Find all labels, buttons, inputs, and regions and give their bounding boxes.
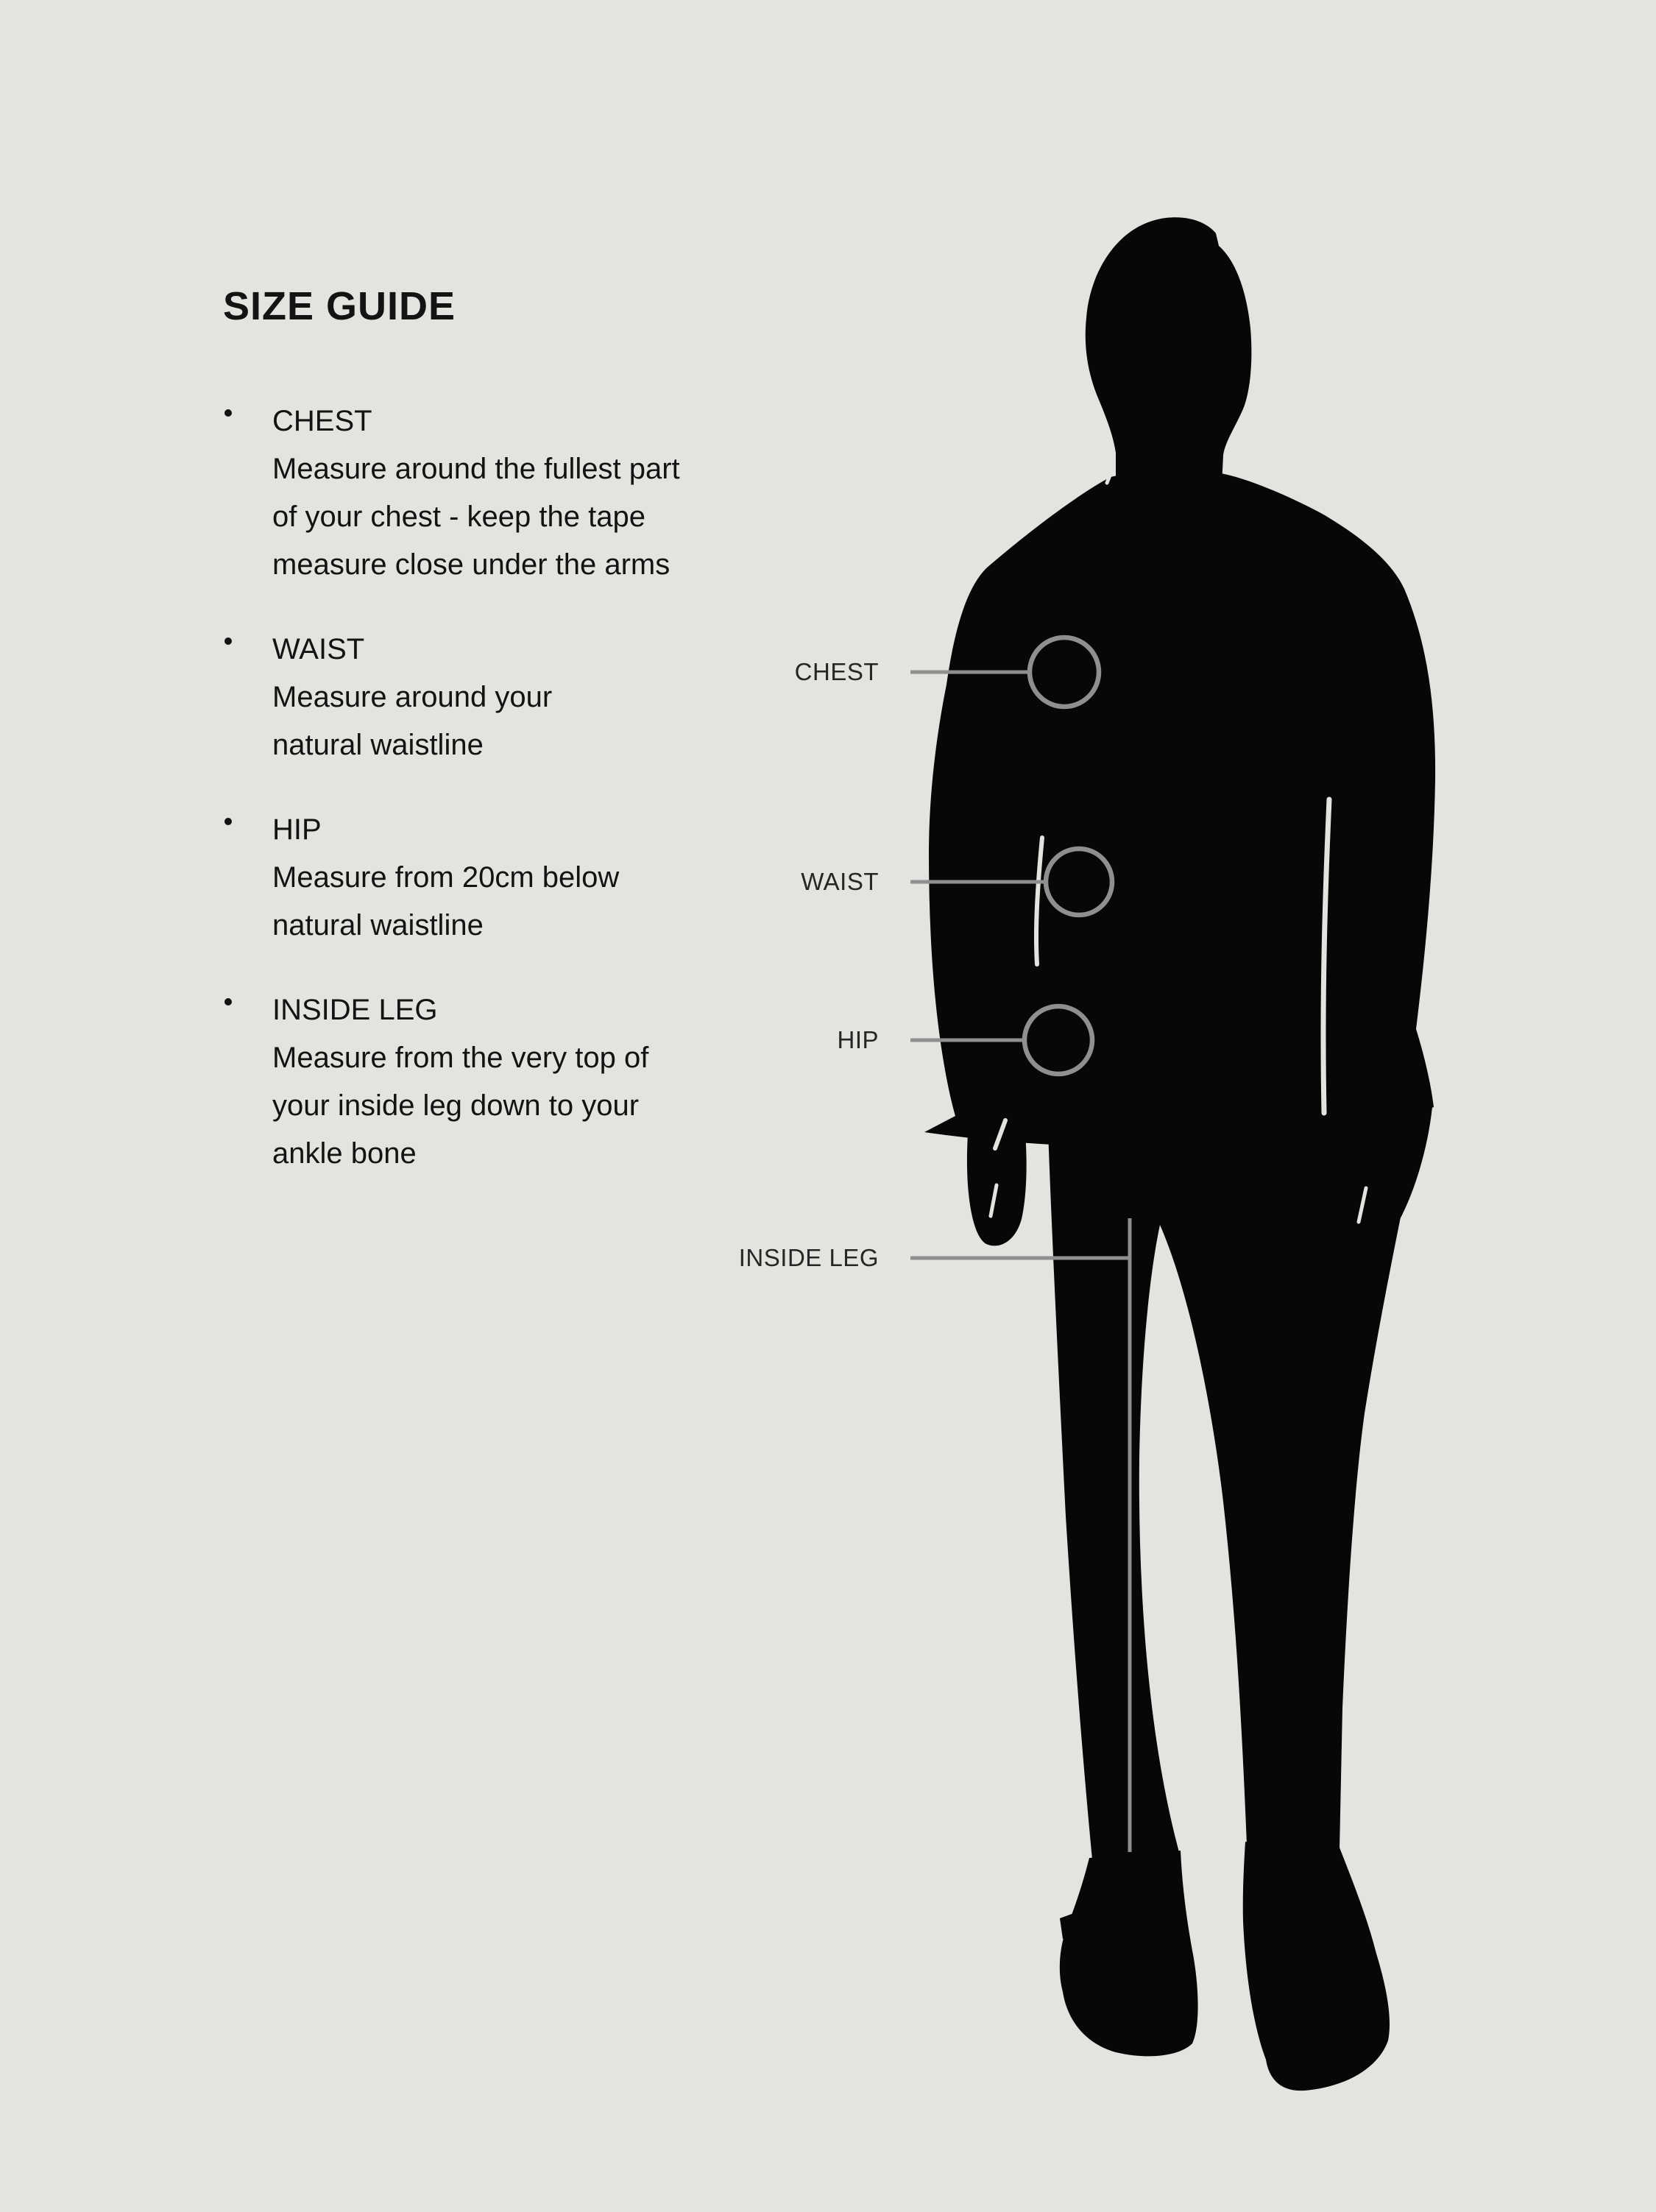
inside-leg-label: INSIDE LEG xyxy=(738,1244,879,1271)
item-line: natural waistline xyxy=(272,729,484,761)
hip-label: HIP xyxy=(837,1026,879,1053)
left-shoe-buckle xyxy=(1060,1912,1079,1939)
item-line: Measure from 20cm below xyxy=(272,861,620,894)
item-line: Measure around the fullest part xyxy=(272,453,680,485)
item-line: ankle bone xyxy=(272,1137,417,1170)
item-heading: CHEST xyxy=(272,405,372,437)
waist-label: WAIST xyxy=(801,868,879,895)
item-line: natural waistline xyxy=(272,909,484,941)
item-line: Measure around your xyxy=(272,681,553,713)
silhouette-left-shoe xyxy=(1060,1851,1198,2056)
chest-label: CHEST xyxy=(794,658,879,685)
item-heading: WAIST xyxy=(272,633,365,665)
item-line: Measure from the very top of xyxy=(272,1042,649,1074)
silhouette-legs xyxy=(1048,1119,1420,1859)
page-title: SIZE GUIDE xyxy=(223,284,456,328)
item-heading: INSIDE LEG xyxy=(272,994,438,1026)
item-line: your inside leg down to your xyxy=(272,1089,640,1122)
item-heading: HIP xyxy=(272,813,322,846)
item-line: of your chest - keep the tape xyxy=(272,501,645,533)
item-line: measure close under the arms xyxy=(272,548,670,581)
silhouette-right-shoe xyxy=(1243,1842,1390,2091)
silhouette-torso-jacket xyxy=(924,467,1435,1148)
